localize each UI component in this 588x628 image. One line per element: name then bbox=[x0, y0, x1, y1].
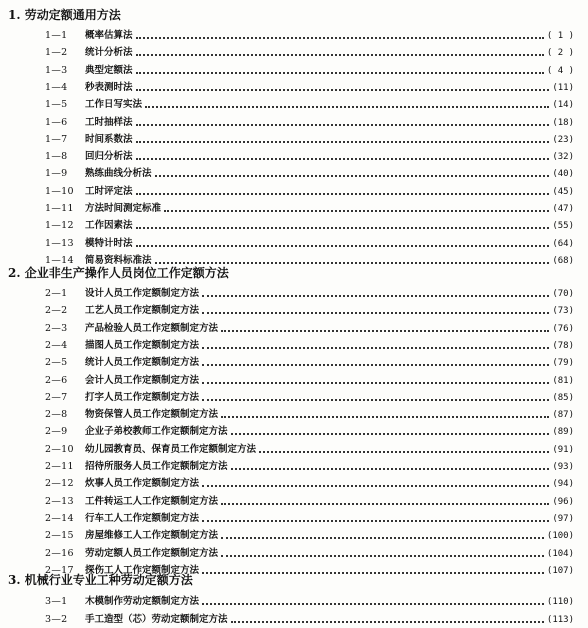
dot-leader bbox=[136, 37, 544, 39]
entry-page: (11) bbox=[552, 82, 574, 93]
entry-number: 2—1 bbox=[45, 288, 68, 299]
entry-title: 招待所服务人员工作定额制定方法 bbox=[85, 461, 228, 472]
dot-leader bbox=[221, 555, 544, 557]
entry-title: 回归分析法 bbox=[85, 151, 133, 163]
toc-entry bbox=[0, 355, 588, 371]
toc-entry bbox=[0, 63, 588, 79]
entry-title: 设计人员工作定额制定方法 bbox=[85, 288, 200, 299]
dot-leader bbox=[136, 245, 550, 247]
toc-entry bbox=[0, 338, 588, 354]
entry-title: 统计人员工作定额制定方法 bbox=[85, 357, 200, 369]
dot-leader bbox=[136, 227, 550, 229]
entry-title: 探伤工人工作定额制定方法 bbox=[85, 564, 200, 576]
toc-entry bbox=[0, 612, 588, 628]
toc-entry bbox=[0, 286, 588, 302]
entry-number: 2—4 bbox=[45, 339, 68, 351]
entry-page: ( 1 ) bbox=[546, 31, 574, 41]
entry-page: (89) bbox=[552, 427, 574, 438]
dot-leader bbox=[202, 347, 549, 349]
entry-page: ( 4 ) bbox=[546, 65, 574, 76]
entry-number: 1—6 bbox=[45, 116, 68, 128]
entry-number: 2—10 bbox=[45, 443, 74, 455]
entry-page: (93) bbox=[552, 462, 574, 472]
dot-leader bbox=[259, 451, 549, 453]
entry-title: 工件转运工人工作定额制定方法 bbox=[85, 495, 219, 507]
toc-entry bbox=[0, 201, 588, 217]
entry-number: 1—13 bbox=[45, 237, 74, 249]
entry-title: 房屋维修工人工作定额制定方法 bbox=[85, 530, 219, 542]
toc-entry bbox=[0, 303, 588, 319]
entry-title: 工艺人员工作定额制定方法 bbox=[85, 305, 200, 317]
entry-number: 3—2 bbox=[45, 613, 68, 625]
dot-leader bbox=[202, 603, 544, 605]
toc-entry bbox=[0, 476, 588, 492]
entry-page: (55) bbox=[552, 221, 574, 232]
entry-number: 1—8 bbox=[45, 151, 68, 163]
entry-page: (94) bbox=[552, 479, 574, 490]
dot-leader bbox=[221, 330, 549, 332]
dot-leader bbox=[221, 416, 549, 418]
dot-leader bbox=[202, 364, 549, 366]
entry-page: (32) bbox=[552, 152, 574, 163]
entry-title: 方法时间测定标准 bbox=[85, 203, 162, 214]
entry-number: 2—15 bbox=[45, 530, 74, 542]
toc-entry bbox=[0, 115, 588, 131]
toc-entry bbox=[0, 390, 588, 406]
entry-number: 1—9 bbox=[45, 168, 68, 180]
entry-page: (104) bbox=[546, 548, 574, 559]
entry-number: 2—17 bbox=[45, 564, 74, 576]
dot-leader bbox=[136, 89, 550, 91]
entry-title: 秒表测时法 bbox=[85, 81, 133, 93]
dot-leader bbox=[202, 382, 549, 384]
entry-number: 1—1 bbox=[45, 30, 68, 41]
dot-leader bbox=[145, 106, 549, 108]
entry-title: 炊事人员工作定额制定方法 bbox=[85, 478, 200, 490]
toc-entry bbox=[0, 373, 588, 389]
entry-title: 木模制作劳动定额制定方法 bbox=[85, 596, 200, 607]
entry-page: (97) bbox=[552, 513, 574, 524]
entry-page: (76) bbox=[552, 323, 574, 334]
dot-leader bbox=[221, 503, 549, 505]
entry-page: (40) bbox=[552, 169, 574, 180]
entry-title: 会计人员工作定额制定方法 bbox=[85, 374, 200, 386]
entry-page: (64) bbox=[552, 238, 574, 249]
entry-page: (14) bbox=[552, 100, 574, 111]
toc-entry bbox=[0, 459, 588, 475]
entry-page: (78) bbox=[552, 340, 574, 351]
dot-leader bbox=[155, 175, 550, 177]
dot-leader bbox=[136, 54, 544, 56]
entry-title: 简易资料标准法 bbox=[85, 254, 152, 266]
toc-entry bbox=[0, 442, 588, 458]
entry-title: 行车工人工作定额制定方法 bbox=[85, 512, 200, 524]
toc-entry bbox=[0, 511, 588, 527]
entry-page: (81) bbox=[552, 375, 574, 386]
entry-title: 物资保管人员工作定额制定方法 bbox=[85, 409, 219, 421]
dot-leader bbox=[202, 295, 549, 297]
entry-title: 打字人员工作定额制定方法 bbox=[85, 391, 200, 403]
dot-leader bbox=[136, 141, 550, 143]
entry-page: (70) bbox=[552, 289, 574, 299]
entry-number: 2—6 bbox=[45, 374, 68, 386]
entry-title: 概率估算法 bbox=[85, 30, 133, 41]
entry-title: 工作日写实法 bbox=[85, 99, 143, 111]
entry-title: 工作因素法 bbox=[85, 220, 133, 232]
toc-entry bbox=[0, 218, 588, 234]
entry-number: 1—4 bbox=[45, 81, 68, 93]
entry-number: 1—5 bbox=[45, 99, 68, 111]
dot-leader bbox=[202, 572, 544, 574]
entry-number: 1—14 bbox=[45, 254, 74, 266]
entry-title: 劳动定额人员工作定额制定方法 bbox=[85, 547, 219, 559]
toc-entry bbox=[0, 45, 588, 61]
entry-page: (18) bbox=[552, 117, 574, 128]
toc-entry bbox=[0, 184, 588, 200]
toc-entry bbox=[0, 97, 588, 113]
entry-number: 2—9 bbox=[45, 426, 68, 438]
entry-number: 1—12 bbox=[45, 220, 74, 232]
entry-page: ( 2 ) bbox=[546, 48, 574, 59]
toc-entry bbox=[0, 236, 588, 252]
entry-number: 2—13 bbox=[45, 495, 74, 507]
entry-title: 产品检验人员工作定额制定方法 bbox=[85, 322, 219, 334]
toc-entry bbox=[0, 424, 588, 440]
dot-leader bbox=[202, 312, 549, 314]
entry-number: 2—3 bbox=[45, 322, 68, 334]
section-title: 3. 机械行业专业工种劳动定额方法 bbox=[8, 573, 193, 587]
toc-entry bbox=[0, 528, 588, 544]
dot-leader bbox=[202, 485, 549, 487]
toc-entry bbox=[0, 594, 588, 610]
entry-page: (100) bbox=[546, 531, 574, 542]
entry-title: 时间系数法 bbox=[85, 133, 133, 145]
entry-page: (87) bbox=[552, 410, 574, 421]
toc-entry bbox=[0, 321, 588, 337]
dot-leader bbox=[164, 210, 549, 212]
entry-number: 1—3 bbox=[45, 64, 68, 76]
entry-title: 工时评定法 bbox=[85, 185, 133, 197]
toc-entry bbox=[0, 80, 588, 96]
entry-title: 熟练曲线分析法 bbox=[85, 168, 152, 180]
toc-entry bbox=[0, 166, 588, 182]
toc-entry bbox=[0, 407, 588, 423]
entry-number: 1—2 bbox=[45, 47, 68, 59]
entry-number: 2—7 bbox=[45, 391, 68, 403]
entry-title: 统计分析法 bbox=[85, 47, 133, 59]
dot-leader bbox=[136, 124, 550, 126]
toc-entry bbox=[0, 132, 588, 148]
dot-leader bbox=[202, 520, 549, 522]
entry-page: (85) bbox=[552, 392, 574, 403]
entry-page: (47) bbox=[552, 204, 574, 214]
entry-title: 企业子弟校教师工作定额制定方法 bbox=[85, 426, 228, 438]
dot-leader bbox=[231, 621, 544, 623]
entry-page: (68) bbox=[552, 255, 574, 266]
entry-title: 典型定额法 bbox=[85, 64, 133, 76]
entry-number: 2—16 bbox=[45, 547, 74, 559]
dot-leader bbox=[221, 537, 544, 539]
dot-leader bbox=[202, 399, 549, 401]
entry-number: 2—14 bbox=[45, 512, 74, 524]
entry-title: 模特计时法 bbox=[85, 237, 133, 249]
entry-number: 2—12 bbox=[45, 478, 74, 490]
entry-number: 1—11 bbox=[45, 203, 74, 214]
entry-page: (107) bbox=[546, 565, 574, 576]
entry-page: (79) bbox=[552, 358, 574, 369]
entry-page: (113) bbox=[546, 614, 574, 625]
entry-number: 1—7 bbox=[45, 133, 68, 145]
entry-page: (96) bbox=[552, 496, 574, 507]
section-title: 1. 劳动定额通用方法 bbox=[8, 8, 121, 22]
toc-entry bbox=[0, 494, 588, 510]
toc-entry bbox=[0, 546, 588, 562]
entry-number: 2—2 bbox=[45, 305, 68, 317]
entry-page: (23) bbox=[552, 134, 574, 145]
entry-number: 2—11 bbox=[45, 461, 74, 472]
entry-page: (110) bbox=[546, 597, 574, 607]
entry-title: 幼儿园教育员、保育员工作定额制定方法 bbox=[85, 443, 257, 455]
entry-number: 2—5 bbox=[45, 357, 68, 369]
dot-leader bbox=[231, 468, 550, 470]
entry-number: 3—1 bbox=[45, 596, 68, 607]
dot-leader bbox=[231, 433, 550, 435]
dot-leader bbox=[136, 72, 544, 74]
entry-page: (45) bbox=[552, 186, 574, 197]
entry-title: 工时抽样法 bbox=[85, 116, 133, 128]
dot-leader bbox=[136, 158, 550, 160]
entry-title: 描图人员工作定额制定方法 bbox=[85, 339, 200, 351]
entry-title: 手工造型（芯）劳动定额制定方法 bbox=[85, 613, 228, 625]
entry-number: 2—8 bbox=[45, 409, 68, 421]
entry-page: (73) bbox=[552, 306, 574, 317]
entry-page: (91) bbox=[552, 444, 574, 455]
entry-number: 1—10 bbox=[45, 185, 74, 197]
section-title: 2. 企业非生产操作人员岗位工作定额方法 bbox=[8, 266, 229, 280]
dot-leader bbox=[136, 193, 550, 195]
toc-entry bbox=[0, 149, 588, 165]
toc-entry bbox=[0, 28, 588, 44]
